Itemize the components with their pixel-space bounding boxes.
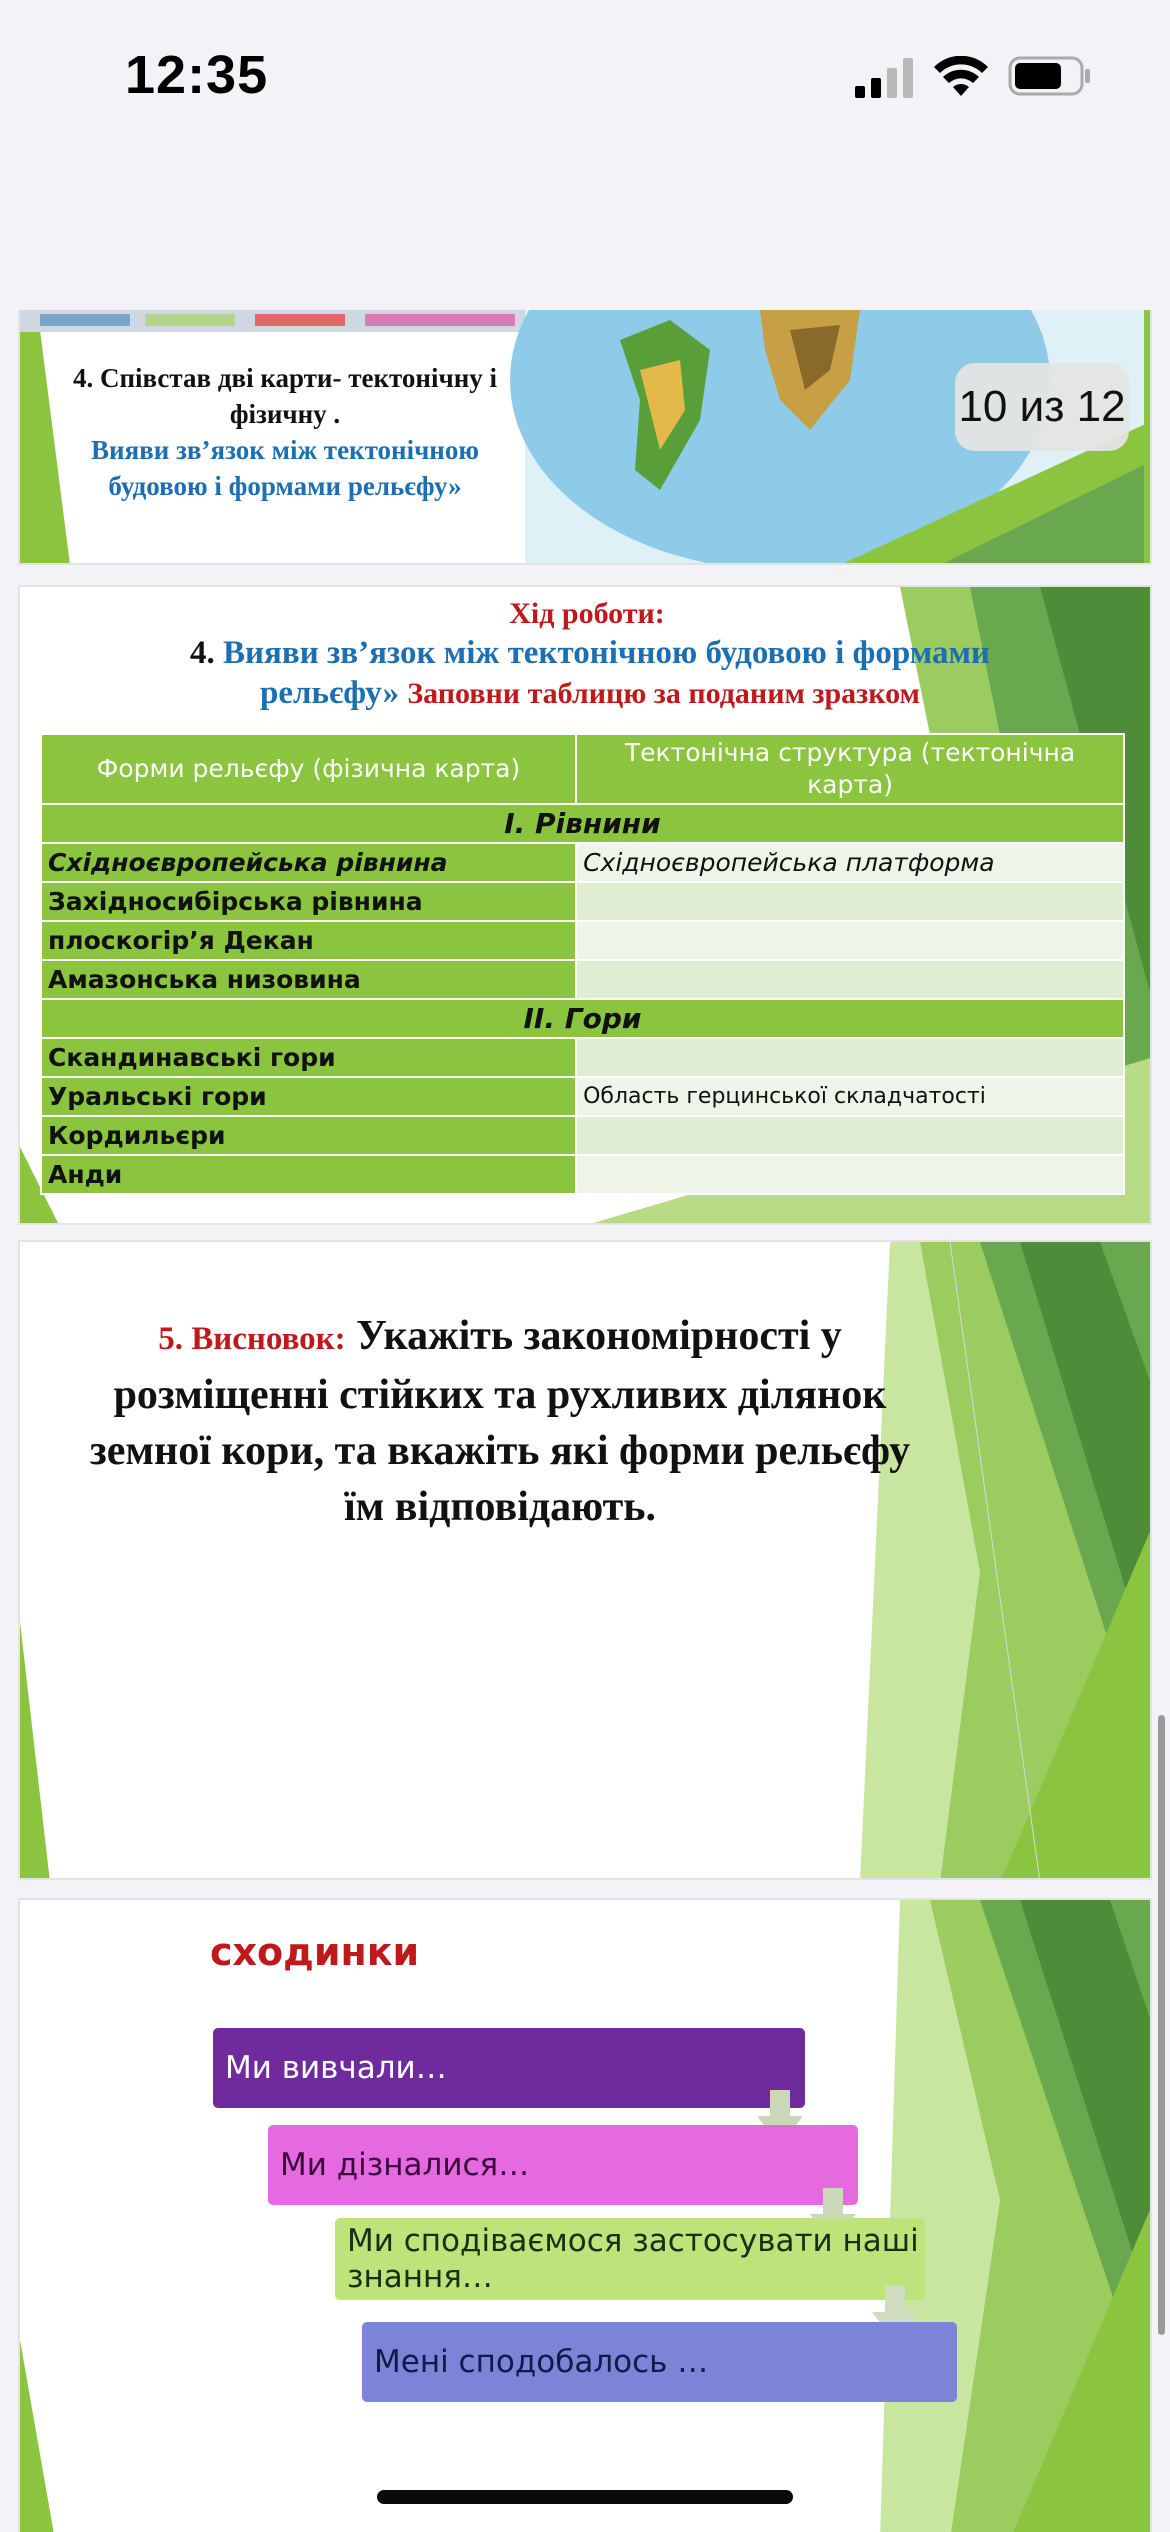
slide-conclusion xyxy=(18,1240,1152,1880)
table-section-title: І. Рівнини xyxy=(41,804,1124,843)
wifi-icon xyxy=(933,56,989,98)
page-indicator: 10 из 12 xyxy=(955,363,1129,451)
conclusion-body: Укажіть закономірності у розміщенні стійких та рухливих ділянок земної кори, та вкажіть які форми рельєфу їм відповідають. xyxy=(89,1313,911,1530)
table-header: Форми рельєфу (фізична карта) xyxy=(41,734,576,804)
slide-steps xyxy=(18,1898,1152,2532)
step-hope-to-apply xyxy=(335,2218,925,2300)
step-label: Мені сподобалось … xyxy=(374,2344,709,2380)
task-red-text: Заповни таблицю за поданим зразком xyxy=(407,677,920,710)
steps-title: сходинки xyxy=(210,1930,420,1974)
table-cell: Область герцинської складчатості xyxy=(576,1077,1124,1116)
table-row xyxy=(41,843,1124,882)
table-cell xyxy=(576,960,1124,999)
slide-decoration xyxy=(20,1900,1152,2532)
table-section-title: ІІ. Гори xyxy=(41,999,1124,1038)
table-cell: Західносибірська рівнина xyxy=(41,882,576,921)
step-found-out xyxy=(268,2125,858,2205)
table-cell xyxy=(576,1155,1124,1194)
table-row xyxy=(41,882,1124,921)
relief-table xyxy=(40,733,1125,1195)
conclusion-label: 5. Висновок: xyxy=(158,1321,346,1357)
home-indicator[interactable] xyxy=(377,2490,793,2504)
slide2-task xyxy=(120,633,1060,714)
table-cell: Скандинавські гори xyxy=(41,1038,576,1077)
step-label: Ми дізналися… xyxy=(280,2147,530,2183)
table-cell: Східноєвропейська платформа xyxy=(576,843,1124,882)
table-row xyxy=(41,1116,1124,1155)
task-number: 4. xyxy=(190,635,215,671)
table-cell: Анди xyxy=(41,1155,576,1194)
status-bar xyxy=(0,0,1170,310)
table-row xyxy=(41,1155,1124,1194)
table-row xyxy=(41,960,1124,999)
slide2-title: Хід роботи: xyxy=(509,597,665,630)
table-cell: Кордильєри xyxy=(41,1116,576,1155)
cellular-signal-icon xyxy=(855,58,915,98)
conclusion-text xyxy=(80,1308,920,1535)
scrollbar[interactable] xyxy=(1158,1715,1165,2335)
table-cell xyxy=(576,882,1124,921)
table-cell: Амазонська низовина xyxy=(41,960,576,999)
table-cell: плоскогір’я Декан xyxy=(41,921,576,960)
task-blue-text: Вияви зв’язок між тектонічною будовою і формами рельєфу» xyxy=(223,635,990,711)
table-row xyxy=(41,1077,1124,1116)
slide1-text xyxy=(50,360,520,504)
step-label: Ми вивчали… xyxy=(225,2050,447,2086)
step-liked xyxy=(362,2322,957,2402)
status-time: 12:35 xyxy=(125,45,269,105)
battery-icon xyxy=(1008,56,1092,96)
table-row xyxy=(41,921,1124,960)
step-learned xyxy=(213,2028,805,2108)
table-cell xyxy=(576,1116,1124,1155)
table-row xyxy=(41,1038,1124,1077)
table-cell: Уральські гори xyxy=(41,1077,576,1116)
table-cell xyxy=(576,921,1124,960)
table-cell: Східноєвропейська рівнина xyxy=(41,843,576,882)
slide1-line1: 4. Співстав дві карти- тектонічну і фізичну . xyxy=(72,363,498,429)
table-cell xyxy=(576,1038,1124,1077)
step-label: Ми сподіваємося застосувати наші знання… xyxy=(347,2223,919,2295)
table-header: Тектонічна структура (тектонічна карта) xyxy=(576,734,1124,804)
slide1-line2: Вияви зв’язок між тектонічною будовою і формами рельєфу» xyxy=(91,435,479,501)
slide-relief-table xyxy=(18,585,1152,1225)
